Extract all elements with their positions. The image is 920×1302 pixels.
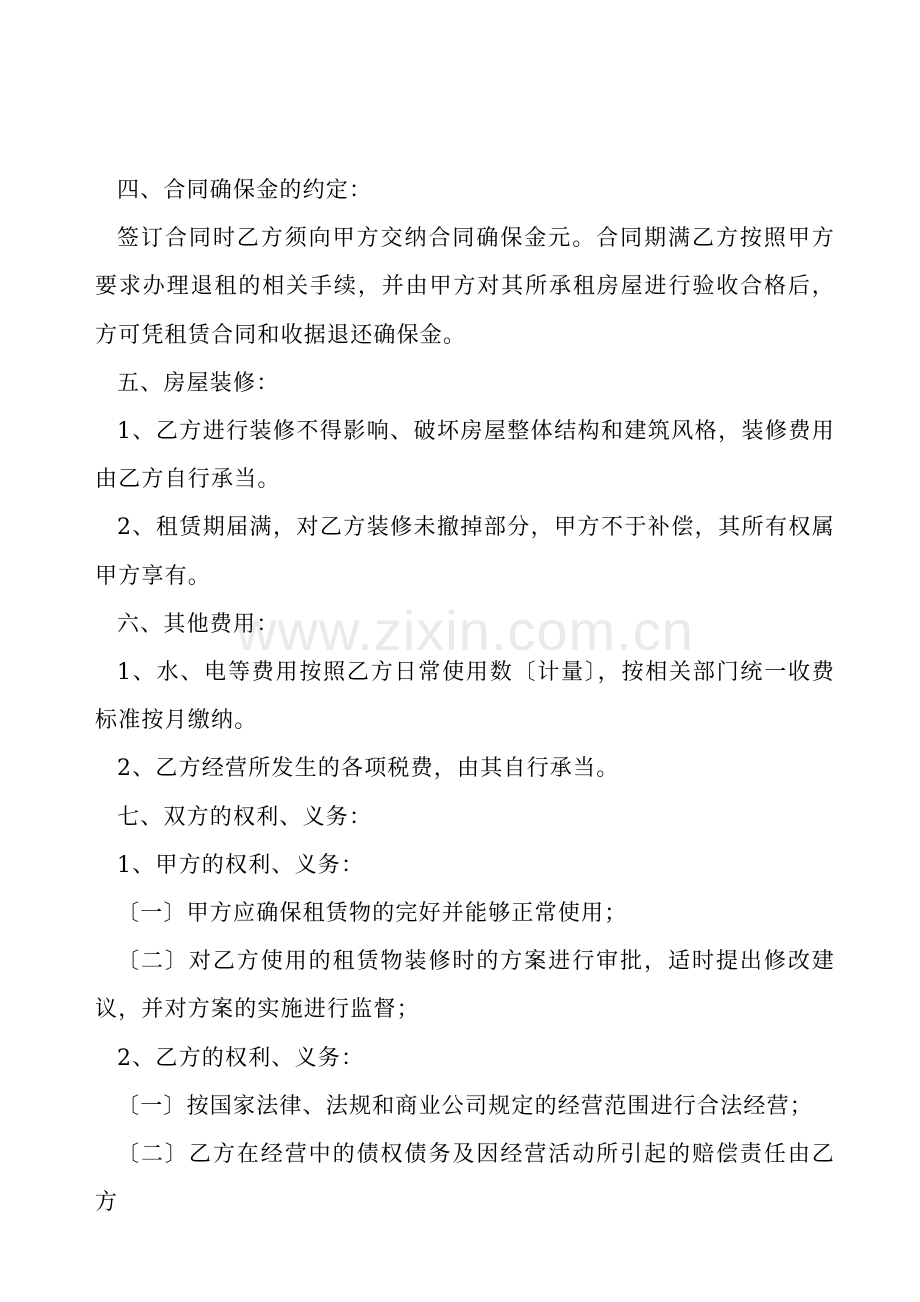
paragraph-fees-1: 1、水、电等费用按照乙方日常使用数〔计量〕，按相关部门统一收费标准按月缴纳。 [95,660,835,734]
paragraph-renovation-2: 2、租赁期届满，对乙方装修未撤掉部分，甲方不于补偿，其所有权属甲方享有。 [95,515,835,589]
paragraph-deposit-terms: 签订合同时乙方须向甲方交纳合同确保金元。合同期满乙方按照甲方要求办理退租的相关手续，并由甲方对其所承租房屋进行验收合格后，方可凭租赁合同和收据退还确保金。 [95,226,835,348]
section-heading-rights-obligations: 七、双方的权利、义务： [117,804,373,830]
paragraph-party-a-item-2: 〔二〕对乙方使用的租赁物装修时的方案进行审批，适时提出修改建议，并对方案的实施进行监督； [95,949,835,1023]
section-heading-other-fees: 六、其他费用： [117,611,280,637]
document-body [95,167,835,1227]
section-heading-renovation: 五、房屋装修： [117,370,280,396]
section-heading-deposit: 四、合同确保金的约定： [117,178,373,203]
watermark: www.zixin.com.cn [236,599,694,662]
paragraph-party-b-item-1: 〔一〕按国家法律、法规和商业公司规定的经营范围进行合法经营； [117,1093,814,1119]
subheading-party-a-rights: 1、甲方的权利、义务： [117,852,365,878]
paragraph-renovation-1: 1、乙方进行装修不得影响、破坏房屋整体结构和建筑风格，装修费用由乙方自行承当。 [95,419,835,493]
subheading-party-b-rights: 2、乙方的权利、义务： [117,1045,365,1071]
paragraph-fees-2: 2、乙方经营所发生的各项税费，由其自行承当。 [117,756,620,782]
paragraph-party-b-item-2: 〔二〕乙方在经营中的债权债务及因经营活动所引起的赔偿责任由乙方 [95,1142,835,1216]
paragraph-party-a-item-1: 〔一〕甲方应确保租赁物的完好并能够正常使用； [117,901,628,927]
